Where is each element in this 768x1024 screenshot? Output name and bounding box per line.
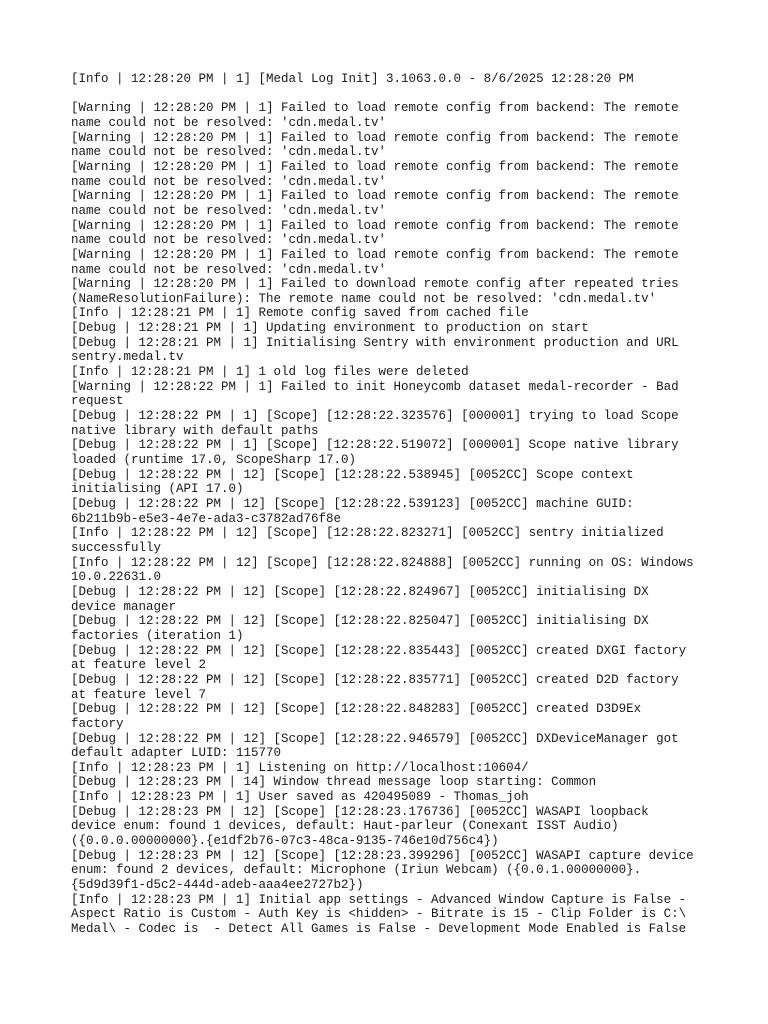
log-entry: [Warning | 12:28:20 PM | 1] Failed to load remote config from backend: The remote name could not be resolved: 'cdn.medal.tv' [71, 218, 679, 248]
log-header-line: [Info | 12:28:20 PM | 1] [Medal Log Init] 3.1063.0.0 - 8/6/2025 12:28:20 PM [71, 72, 634, 86]
log-document [71, 72, 711, 937]
log-entry: [Debug | 12:28:22 PM | 12] [Scope] [12:28:22.848283] [0052CC] created D3D9Ex factory [71, 702, 642, 731]
log-entry: [Info | 12:28:22 PM | 12] [Scope] [12:28:22.823271] [0052CC] sentry initialized successfully [71, 526, 664, 555]
log-entry: [Debug | 12:28:23 PM | 12] [Scope] [12:28:23.399296] [0052CC] WASAPI capture device enum: found 2 devices, default: Microphone (Iriun Webcam) ({0.0.1.00000000}. {5d9d39f1-d5c2-444d-adeb-aaa4ee2727b2}) [71, 848, 694, 893]
log-entry: [Info | 12:28:23 PM | 1] Initial app settings - Advanced Window Capture is False - Aspect Ratio is Custom - Auth Key is <hidden> - Bitrate is 15 - Clip Folder is C:\ Medal\ - Codec is - Detect All Games is False - Development Mode Enabled is False [71, 892, 687, 937]
log-entry: [Warning | 12:28:20 PM | 1] Failed to load remote config from backend: The remote name could not be resolved: 'cdn.medal.tv' [71, 159, 679, 189]
log-entries [71, 101, 711, 936]
log-entry: [Info | 12:28:23 PM | 1] Listening on http://localhost:10604/ [71, 760, 529, 775]
log-entry: [Info | 12:28:21 PM | 1] 1 old log files were deleted [71, 365, 469, 380]
log-entry: [Debug | 12:28:22 PM | 12] [Scope] [12:28:22.825047] [0052CC] initialising DX factories (iteration 1) [71, 614, 649, 643]
log-entry: [Warning | 12:28:20 PM | 1] Failed to load remote config from backend: The remote name could not be resolved: 'cdn.medal.tv' [71, 189, 679, 218]
log-entry: [Debug | 12:28:22 PM | 12] [Scope] [12:28:22.835443] [0052CC] created DXGI factory at feature level 2 [71, 643, 687, 673]
log-entry: [Debug | 12:28:22 PM | 12] [Scope] [12:28:22.538945] [0052CC] Scope context initialising (API 17.0) [71, 467, 634, 497]
log-entry: [Warning | 12:28:20 PM | 1] Failed to download remote config after repeated tries (NameResolutionFailure): The remote name could not be resolved: 'cdn.medal.tv' [71, 277, 679, 306]
log-entry: [Info | 12:28:22 PM | 12] [Scope] [12:28:22.824888] [0052CC] running on OS: Windows 10.0.22631.0 [71, 555, 694, 585]
log-entry: [Info | 12:28:23 PM | 1] User saved as 420495089 - Thomas_joh [71, 790, 529, 805]
log-entry: [Debug | 12:28:22 PM | 1] [Scope] [12:28:22.519072] [000001] Scope native library loaded (runtime 17.0, ScopeSharp 17.0) [71, 438, 679, 468]
log-entry: [Debug | 12:28:21 PM | 1] Initialising Sentry with environment production and URL sentry.medal.tv [71, 335, 679, 365]
log-entry: [Warning | 12:28:20 PM | 1] Failed to load remote config from backend: The remote name could not be resolved: 'cdn.medal.tv' [71, 101, 679, 130]
log-entry: [Debug | 12:28:22 PM | 12] [Scope] [12:28:22.539123] [0052CC] machine GUID: 6b211b9b-e5e3-4e7e-ada3-c3782ad76f8e [71, 497, 634, 526]
log-entry: [Warning | 12:28:20 PM | 1] Failed to load remote config from backend: The remote name could not be resolved: 'cdn.medal.tv' [71, 247, 679, 277]
log-entry: [Info | 12:28:21 PM | 1] Remote config saved from cached file [71, 306, 529, 321]
log-entry: [Debug | 12:28:22 PM | 12] [Scope] [12:28:22.946579] [0052CC] DXDeviceManager got default adapter LUID: 115770 [71, 731, 679, 761]
log-entry: [Warning | 12:28:20 PM | 1] Failed to load remote config from backend: The remote name could not be resolved: 'cdn.medal.tv' [71, 130, 679, 160]
log-entry: [Debug | 12:28:22 PM | 1] [Scope] [12:28:22.323576] [000001] trying to load Scope native library with default paths [71, 409, 679, 438]
log-entry: [Debug | 12:28:21 PM | 1] Updating environment to production on start [71, 321, 589, 336]
log-entry: [Debug | 12:28:22 PM | 12] [Scope] [12:28:22.835771] [0052CC] created D2D factory at feature level 7 [71, 672, 679, 702]
log-entry: [Debug | 12:28:23 PM | 12] [Scope] [12:28:23.176736] [0052CC] WASAPI loopback device enum: found 1 devices, default: Haut-parleur (Conexant ISST Audio) ({0.0.0.00000000}.{e1df2b76-07c3-48ca-9135-746e10d756c4}) [71, 804, 649, 849]
log-entry: [Debug | 12:28:23 PM | 14] Window thread message loop starting: Common [71, 775, 597, 790]
log-entry: [Debug | 12:28:22 PM | 12] [Scope] [12:28:22.824967] [0052CC] initialising DX device manager [71, 584, 649, 614]
log-entry: [Warning | 12:28:22 PM | 1] Failed to init Honeycomb dataset medal-recorder - Bad request [71, 379, 679, 409]
